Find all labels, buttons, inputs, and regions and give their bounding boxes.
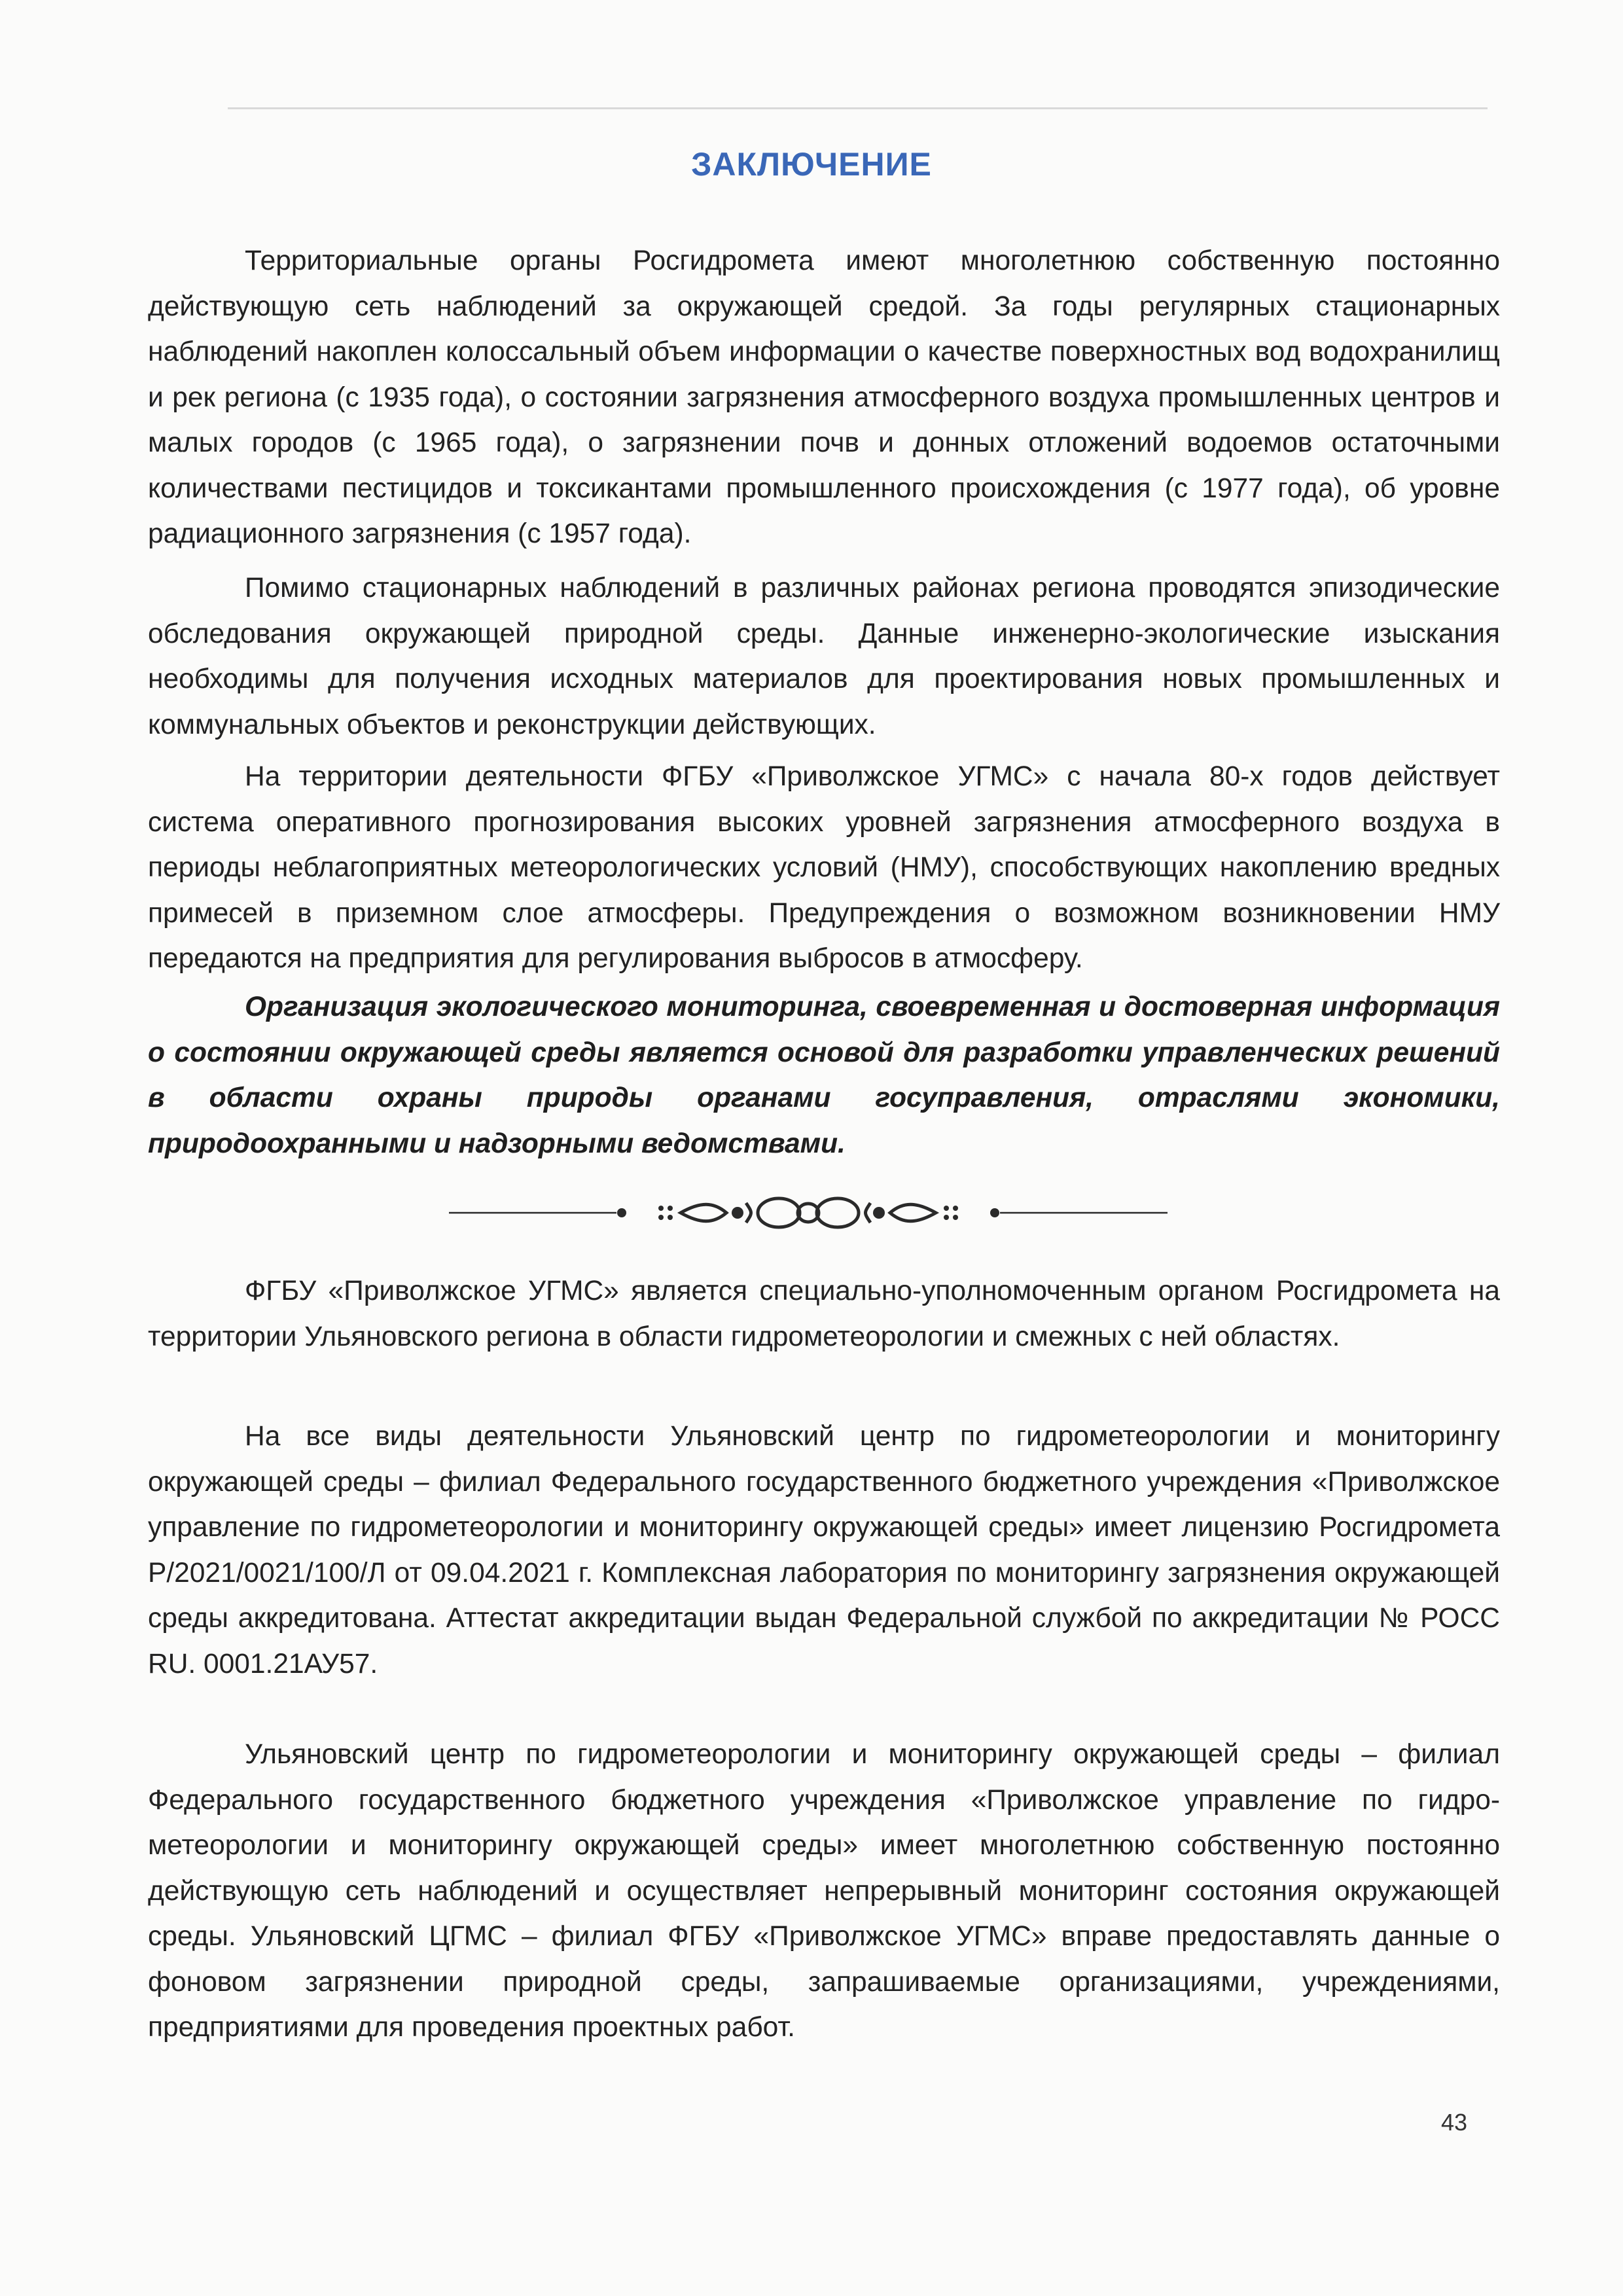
paragraph-7: Ульяновский центр по гидрометеорологии и мониторингу окружающей среды – филиал Федерального государственного бюджетного учреждения «Приволжское управление по гидрометеорологии и мониторингу окружающей среды» имеет многолетнюю собственную постоянно действующую сеть наблюдений и осуществляет непрерывный мониторинг состояния окружающей среды. Ульяновский ЦГМС – филиал ФГБУ «Приволжское УГМС» вправе предоставлять данные о фоновом загрязнении природной среды, запрашиваемые организациями, учреждениями, предприятиями для проведения проектных работ. (148, 1739, 1500, 2043)
paragraph-3: На территории деятельности ФГБУ «Приволжское УГМС» с начала 80-х годов действует система оперативного прогнозирования высоких уровней загрязнения атмосферного воздуха в периоды неблагоприятных метеорологических условий (НМУ), способствующих накоплению вредных примесей в приземном слое атмосферы. Предупреждения о возможном возникновении НМУ передаются на предприятия для регулирования выбросов в атмосферу. (148, 761, 1500, 974)
paragraph-5: ФГБУ «Приволжское УГМС» является специально-уполномоченным органом Росгидромета на территории Ульяновского региона в области гидрометеорологии и смежных с ней областях. (148, 1276, 1500, 1352)
page-number: 43 (1441, 2109, 1468, 2136)
paragraph-2: Помимо стационарных наблюдений в различных районах региона проводятся эпизодические обследования окружающей природной среды. Данные инженерно-экологические изыскания необходимы для получения исходных материалов для проектирования новых промышленных и коммунальных объектов и реконструкции действующих. (148, 573, 1500, 740)
section-title: ЗАКЛЮЧЕНИЕ (691, 146, 932, 183)
header-rule (228, 107, 1488, 109)
paragraph-4-emphasis: Организация экологического мониторинга, своевременная и достоверная информация о состоянии окружающей среды является основой для разработки управленческих решений в области охраны природы органами госуправления, отраслями экономики, природоохранными и надзорными ведомствами. (148, 992, 1500, 1159)
ornament-divider (445, 1191, 1171, 1234)
paragraph-1: Территориальные органы Росгидромета имеют многолетнюю собственную постоянно действующую сеть наблюдений за окружающей средой. За годы регулярных стационарных наблюдений накоплен колоссальный объем информации о качестве поверхностных вод водохранилищ и рек региона (с 1935 года), о состоянии загрязнения атмосферного воздуха промышленных центров и малых городов (с 1965 года), о загрязнении почв и донных отложений водоемов остаточными количествами пестицидов и токсикантами промышленного происхождения (с 1977 года), об уровне радиационного загрязнения (с 1957 года). (148, 245, 1500, 549)
paragraph-6: На все виды деятельности Ульяновский центр по гидрометеорологии и мониторингу окружающей среды – филиал Федерального государственного бюджетного учреждения «Приволжское управление по гидрометеорологии и мониторингу окружающей среды» имеет лицензию Росгидромета Р/2021/0021/100/Л от 09.04.2021 г. Комплексная лаборатория по мониторингу загрязнения окружающей среды аккредитована. Аттестат аккредитации выдан Федеральной службой по аккредитации № РОСС RU. 0001.21АУ57. (148, 1421, 1500, 1679)
